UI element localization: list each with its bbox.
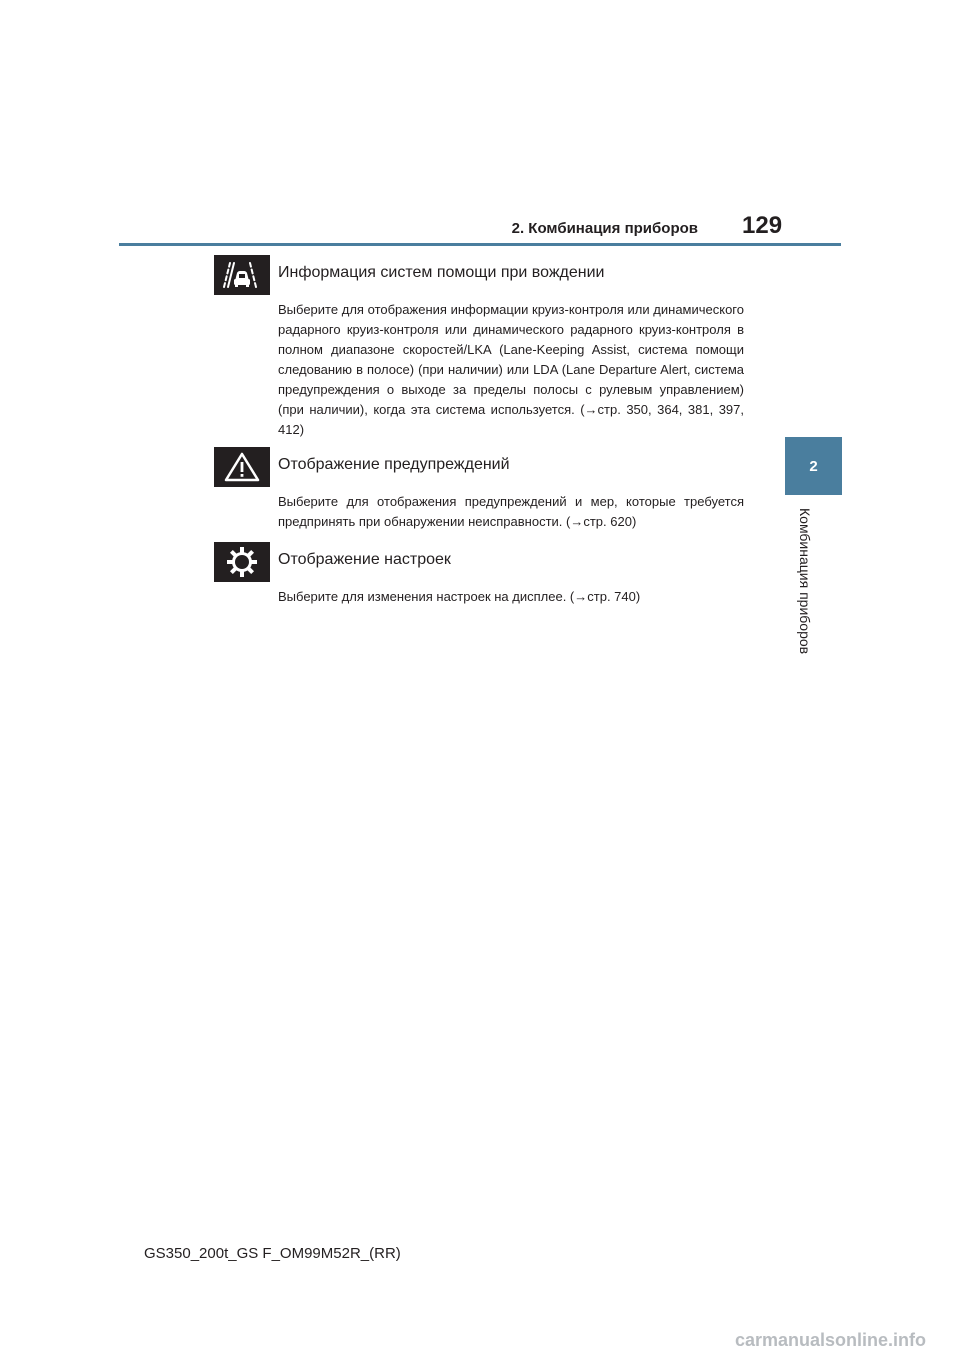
manual-code: GS350_200t_GS F_OM99M52R_(RR) bbox=[144, 1245, 401, 1262]
section-title: Отображение предупреждений bbox=[278, 456, 510, 473]
watermark: carmanualsonline.info bbox=[735, 1330, 927, 1350]
page-number: 129 bbox=[742, 212, 783, 239]
settings-gear-icon bbox=[214, 542, 270, 582]
section-body: Выберите для отображения информации круиз-контроля или динамического радарного круиз-контроля или динамического радарного круиз-контроля в полном диапазоне скоростей/LKA (Lane-Keeping Assist, система помощи следованию в полосе) (при наличии) или LDA (Lane Departure Alert, система предупреждения о выходе за пределы полосы с рулевым управлением) (при наличии), когда эта система используется. (→стр. 350, 364, 381, 397, 412) bbox=[278, 302, 744, 437]
section-title: Информация систем помощи при вождении bbox=[278, 264, 605, 281]
header-section-title: 2. Комбинация приборов bbox=[511, 220, 698, 237]
header-divider bbox=[119, 243, 841, 246]
driving-assist-car-lanes-icon bbox=[214, 255, 270, 295]
chapter-tab bbox=[785, 437, 842, 495]
chapter-tab-label: Комбинация приборов bbox=[797, 508, 813, 655]
section-driving-assist bbox=[214, 255, 744, 445]
section-body: Выберите для изменения настроек на дисплее. (→стр. 740) bbox=[278, 589, 641, 604]
warning-triangle-icon bbox=[214, 447, 270, 487]
section-warnings bbox=[214, 447, 744, 537]
section-title: Отображение настроек bbox=[278, 551, 451, 568]
chapter-tab-number: 2 bbox=[809, 457, 818, 475]
section-settings bbox=[214, 542, 744, 612]
section-body: Выберите для отображения предупреждений и мер, которые требуется предпринять при обнаружении неисправности. (→стр. 620) bbox=[278, 494, 744, 529]
